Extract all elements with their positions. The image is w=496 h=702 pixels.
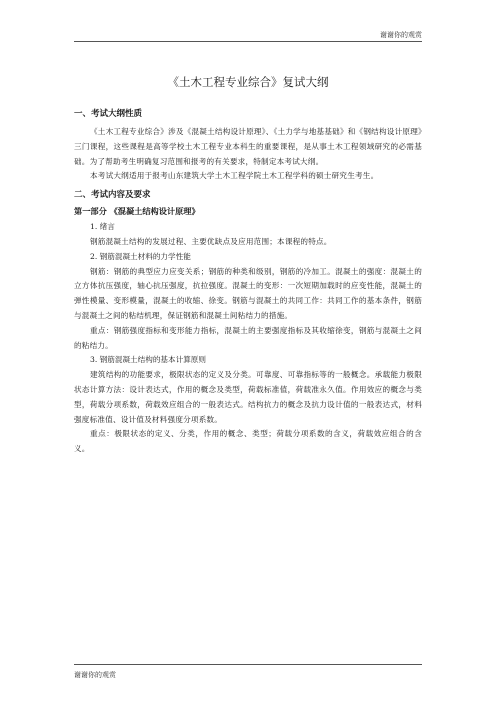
subsection-title-1: 1. 绪言 [90, 222, 115, 232]
section1-paragraph-2: 本考试大纲适用于报考山东建筑大学土木工程学院土木工程学科的硕士研究生考生。 [90, 171, 379, 181]
page-footer-text: 谢谢你的观赏 [74, 671, 116, 679]
section-heading-2: 二、考试内容及要求 [74, 190, 151, 201]
document-body [74, 64, 422, 457]
page-header-text: 谢谢你的观赏 [380, 31, 422, 39]
subsection-title-3: 3. 钢筋混凝土结构的基本计算原则 [90, 355, 206, 365]
footer-rule [74, 664, 422, 665]
part-heading-1: 第一部分 《混凝土结构设计原理》 [74, 206, 200, 217]
header-rule [74, 41, 422, 42]
section-heading-1: 一、考试大纲性质 [74, 109, 143, 119]
subsection-2-paragraph-1: 钢筋：钢筋的典型应力应变关系；钢筋的种类和级别，钢筋的冷加工。混凝土的强度：混凝土的立方体抗压强度，轴心抗压强度，抗拉强度。混凝土的变形：一次短期加载时的应变性能，混凝土的弹性模量、变形模量，混凝土的收缩、徐变。钢筋与混凝土的共同工作：共同工作的基本条件，钢筋与混凝土之间的粘结机理，保证钢筋和混凝土间粘结力的措施。 [74, 266, 422, 320]
section1-paragraph-1: 《土木工程专业综合》涉及《混凝土结构设计原理》、《土力学与地基基础》和《钢结构设计原理》三门课程，这些课程是高等学校土木工程专业本科生的重要课程，是从事土木工程领域研究的必需基础。为了帮助考生明确复习范围和报考的有关要求，特制定本考试大纲。 [74, 127, 422, 166]
subsection-1-paragraph: 钢筋混凝土结构的发展过程、主要优缺点及应用范围；本课程的特点。 [90, 236, 332, 246]
subsection-3-paragraph-1: 建筑结构的功能要求，极限状态的定义及分类。可靠度、可靠指标等的一般概念。承载能力极限状态计算方法：设计表达式，作用的概念及类型，荷载标准值，荷载准永久值。作用效应的概念与类型，荷载分项系数，荷载效应组合的一般表达式。结构抗力的概念及抗力设计值的一般表达式，材料强度标准值、设计值及材料强度分项系数。 [74, 370, 422, 424]
subsection-3-paragraph-2: 重点：极限状态的定义、分类，作用的概念、类型；荷载分项系数的含义，荷载效应组合的含义。 [74, 429, 422, 454]
document-title: 《土木工程专业综合》复试大纲 [167, 75, 329, 89]
subsection-2-paragraph-2: 重点：钢筋强度指标和变形能力指标，混凝土的主要强度指标及其收缩徐变，钢筋与混凝土之间的粘结力。 [74, 325, 422, 350]
subsection-title-2: 2. 钢筋混凝土材料的力学性能 [90, 251, 191, 261]
